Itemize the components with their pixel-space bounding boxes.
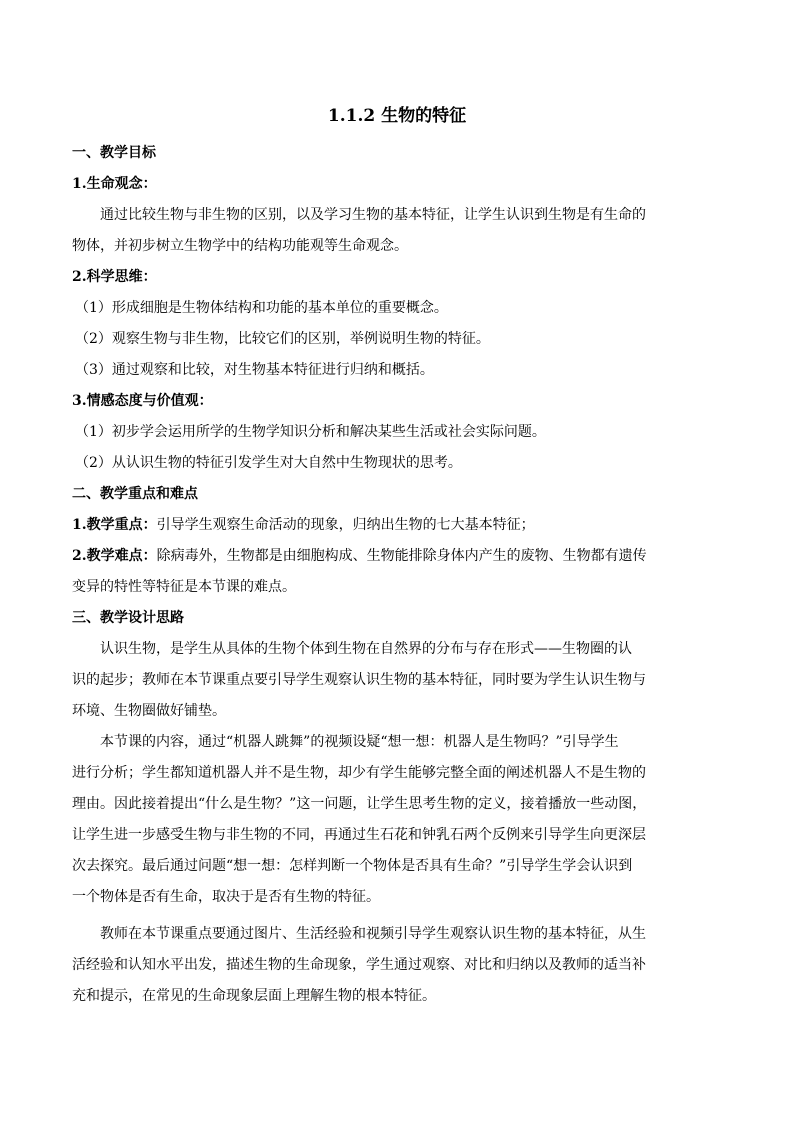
- difficult-point-label: 2.教学难点：: [72, 548, 157, 564]
- subheading-attitude-values: 3.情感态度与价值观：: [72, 393, 213, 409]
- paragraph-line: 进行分析；学生都知道机器人并不是生物，却少有学生能够完整全面的阐述机器人不是生物的: [72, 765, 646, 781]
- key-point-line: [72, 515, 727, 535]
- key-point-label: 1.教学重点：: [72, 517, 157, 533]
- list-item: （2）从认识生物的特征引发学生对大自然中生物现状的思考。: [75, 455, 462, 471]
- list-item: （1）形成细胞是生物体结构和功能的基本单位的重要概念。: [75, 300, 448, 316]
- list-item: （3）通过观察和比较，对生物基本特征进行归纳和概括。: [75, 362, 434, 378]
- subheading-scientific-thinking: 2.科学思维：: [72, 269, 157, 285]
- paragraph-line: 充和提示，在常见的生命现象层面上理解生物的根本特征。: [72, 988, 436, 1004]
- paragraph-line: 物体，并初步树立生物学中的结构功能观等生命观念。: [72, 238, 408, 254]
- paragraph-line: 次去探究。最后通过问题“想一想：怎样判断一个物体是否具有生命？”引导学生学会认识到: [72, 858, 633, 874]
- section-heading-objectives: 一、教学目标: [72, 145, 156, 161]
- paragraph-line: 一个物体是否有生命，取决于是否有生物的特征。: [72, 889, 380, 905]
- paragraph-line: 本节课的内容，通过“机器人跳舞”的视频设疑“想一想：机器人是生物吗？”引导学生: [100, 734, 619, 750]
- paragraph-line: 认识生物，是学生从具体的生物个体到生物在自然界的分布与存在形式——生物圈的认: [100, 641, 632, 657]
- paragraph-line: 环境、生物圈做好铺垫。: [72, 703, 226, 719]
- paragraph-line: 变异的特性等特征是本节课的难点。: [72, 579, 296, 595]
- list-item: （2）观察生物与非生物，比较它们的区别，举例说明生物的特征。: [75, 331, 490, 347]
- paragraph-line: 识的起步；教师在本节课重点要引导学生观察认识生物的基本特征，同时要为学生认识生物与: [72, 672, 646, 688]
- paragraph-line: 通过比较生物与非生物的区别，以及学习生物的基本特征，让学生认识到生物是有生命的: [100, 207, 646, 223]
- paragraph-line: 让学生进一步感受生物与非生物的不同，再通过生石花和钟乳石两个反例来引导学生向更深层: [72, 827, 646, 843]
- paragraph-line: 活经验和认知水平出发，描述生物的生命现象，学生通过观察、对比和归纳以及教师的适当补: [72, 957, 646, 973]
- page-title: 1.1.2 生物的特征: [327, 106, 467, 126]
- difficult-point-text: 除病毒外，生物都是由细胞构成、生物能排除身体内产生的废物、生物都有遗传: [156, 548, 647, 564]
- paragraph-line: 教师在本节课重点要通过图片、生活经验和视频引导学生观察认识生物的基本特征，从生: [100, 926, 646, 942]
- section-heading-design: 三、教学设计思路: [72, 610, 184, 626]
- paragraph-line: 理由。因此接着提出“什么是生物？”这一问题，让学生思考生物的定义，接着播放一些动图，: [72, 796, 647, 812]
- section-heading-key-points: 二、教学重点和难点: [72, 486, 198, 502]
- subheading-life-concept: 1.生命观念：: [72, 176, 157, 192]
- list-item: （1）初步学会运用所学的生物学知识分析和解决某些生活或社会实际问题。: [75, 424, 546, 440]
- difficult-point-line: [72, 546, 727, 566]
- key-point-text: 引导学生观察生命活动的现象，归纳出生物的七大基本特征；: [156, 517, 535, 533]
